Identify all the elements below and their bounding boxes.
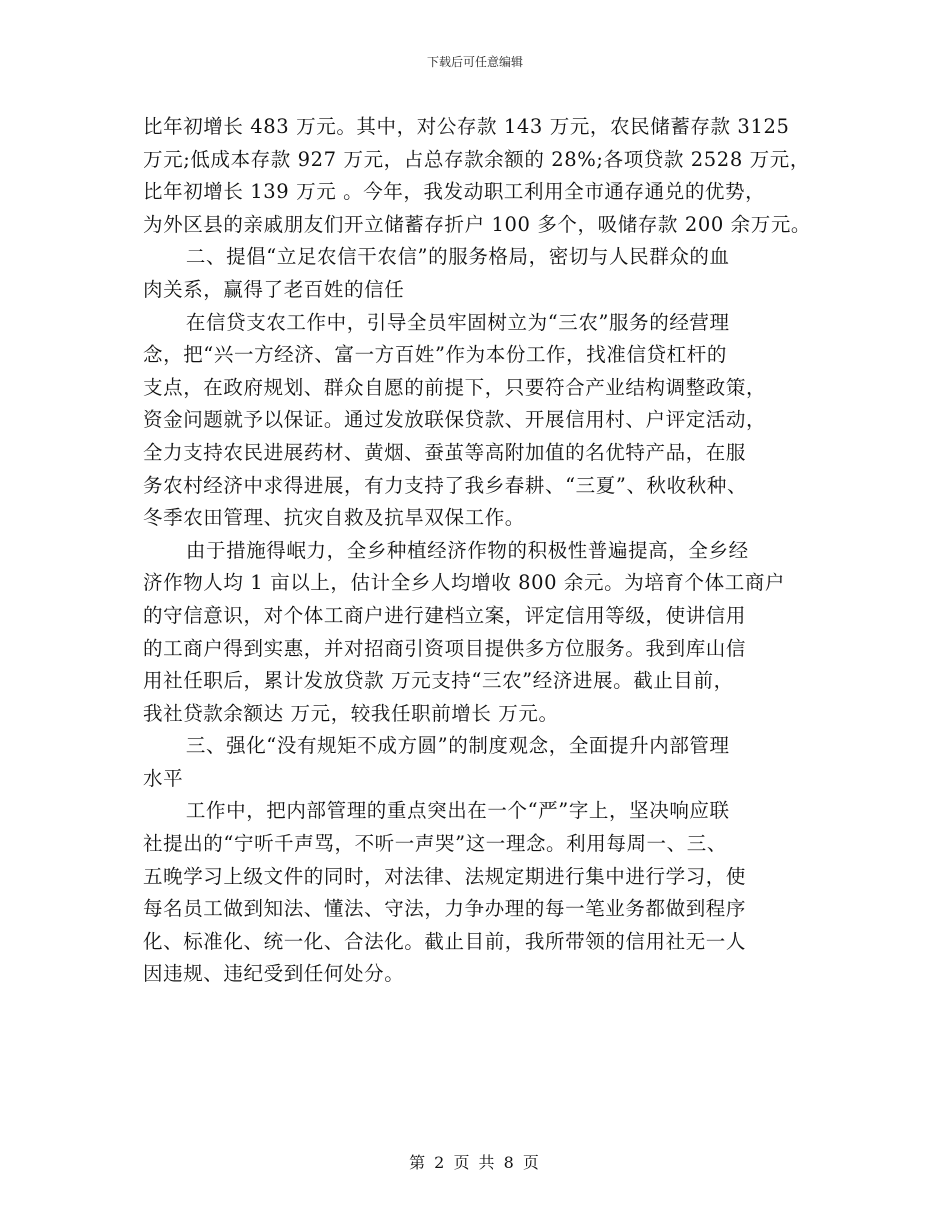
text-line: 济作物人均 1 亩以上，估计全乡人均增收 800 余元。为培育个体工商户	[143, 571, 786, 595]
text-line: 务农村经济中求得进展，有力支持了我乡春耕、“三夏”、秋收秋种、	[143, 473, 748, 497]
text-line: 全力支持农民进展药材、黄烟、蚕茧等高附加值的名优特产品，在服	[143, 440, 747, 464]
text-line: 万元;低成本存款 927 万元，占总存款余额的 28%;各项贷款 2528 万元，	[143, 147, 810, 171]
paragraph	[143, 535, 823, 731]
text-line: 因违规、违纪受到任何处分。	[143, 962, 405, 986]
text-line: 化、标准化、统一化、合法化。截止目前，我所带领的信用社无一人	[143, 929, 747, 953]
text-line: 的守信意识，对个体工商户进行建档立案，评定信用等级，使讲信用	[143, 603, 747, 627]
text-line: 每名员工做到知法、懂法、守法，力争办理的每一笔业务都做到程序	[143, 897, 747, 921]
section-heading	[143, 241, 823, 306]
text-line: 资金问题就予以保证。通过发放联保贷款、开展信用村、户评定活动，	[143, 408, 767, 432]
paragraph	[143, 111, 823, 241]
text-line: 的工商户得到实惠，并对招商引资项目提供多方位服务。我到库山信	[143, 636, 747, 660]
text-line: 比年初增长 139 万元 。今年，我发动职工利用全市通存通兑的优势，	[143, 180, 766, 204]
body-text	[143, 111, 823, 991]
section-heading	[143, 730, 823, 795]
text-line: 三、强化“没有规矩不成方圆”的制度观念，全面提升内部管理	[185, 734, 730, 758]
text-line: 社提出的“宁听千声骂，不听一声哭”这一理念。利用每周一、三、	[143, 832, 727, 856]
text-line: 在信贷支农工作中，引导全员牢固树立为“三农”服务的经营理	[185, 310, 730, 334]
text-line: 肉关系，赢得了老百姓的信任	[143, 277, 405, 301]
page-footer: 第 2 页 共 8 页	[409, 1153, 541, 1172]
text-line: 由于措施得岷力，全乡种植经济作物的积极性普遍提高，全乡经	[185, 538, 749, 562]
text-line: 念，把“兴一方经济、富一方百姓”作为本份工作，找准信贷杠杆的	[143, 343, 727, 367]
page-header: 下载后可任意编辑	[426, 55, 523, 69]
text-line: 工作中，把内部管理的重点突出在一个“严”字上，坚决响应联	[185, 799, 730, 823]
text-line: 冬季农田管理、抗灾自救及抗旱双保工作。	[143, 506, 525, 530]
text-line: 二、提倡“立足农信干农信”的服务格局，密切与人民群众的血	[185, 245, 730, 269]
text-line: 我社贷款余额达 万元，较我任职前增长 万元。	[143, 701, 559, 725]
text-line: 比年初增长 483 万元。其中，对公存款 143 万元，农民储蓄存款 3125	[143, 115, 790, 138]
text-line: 用社任职后，累计发放贷款 万元支持“三农”经济进展。截止目前，	[143, 669, 734, 693]
paragraph	[143, 795, 823, 991]
text-line: 支点，在政府规划、群众自愿的前提下，只要符合产业结构调整政策，	[143, 375, 767, 399]
text-line: 水平	[143, 766, 184, 790]
paragraph	[143, 307, 823, 535]
text-line: 五晚学习上级文件的同时，对法律、法规定期进行集中进行学习，使	[143, 864, 747, 888]
text-line: 为外区县的亲戚朋友们开立储蓄存折户 100 多个，吸储存款 200 余万元。	[143, 212, 812, 236]
